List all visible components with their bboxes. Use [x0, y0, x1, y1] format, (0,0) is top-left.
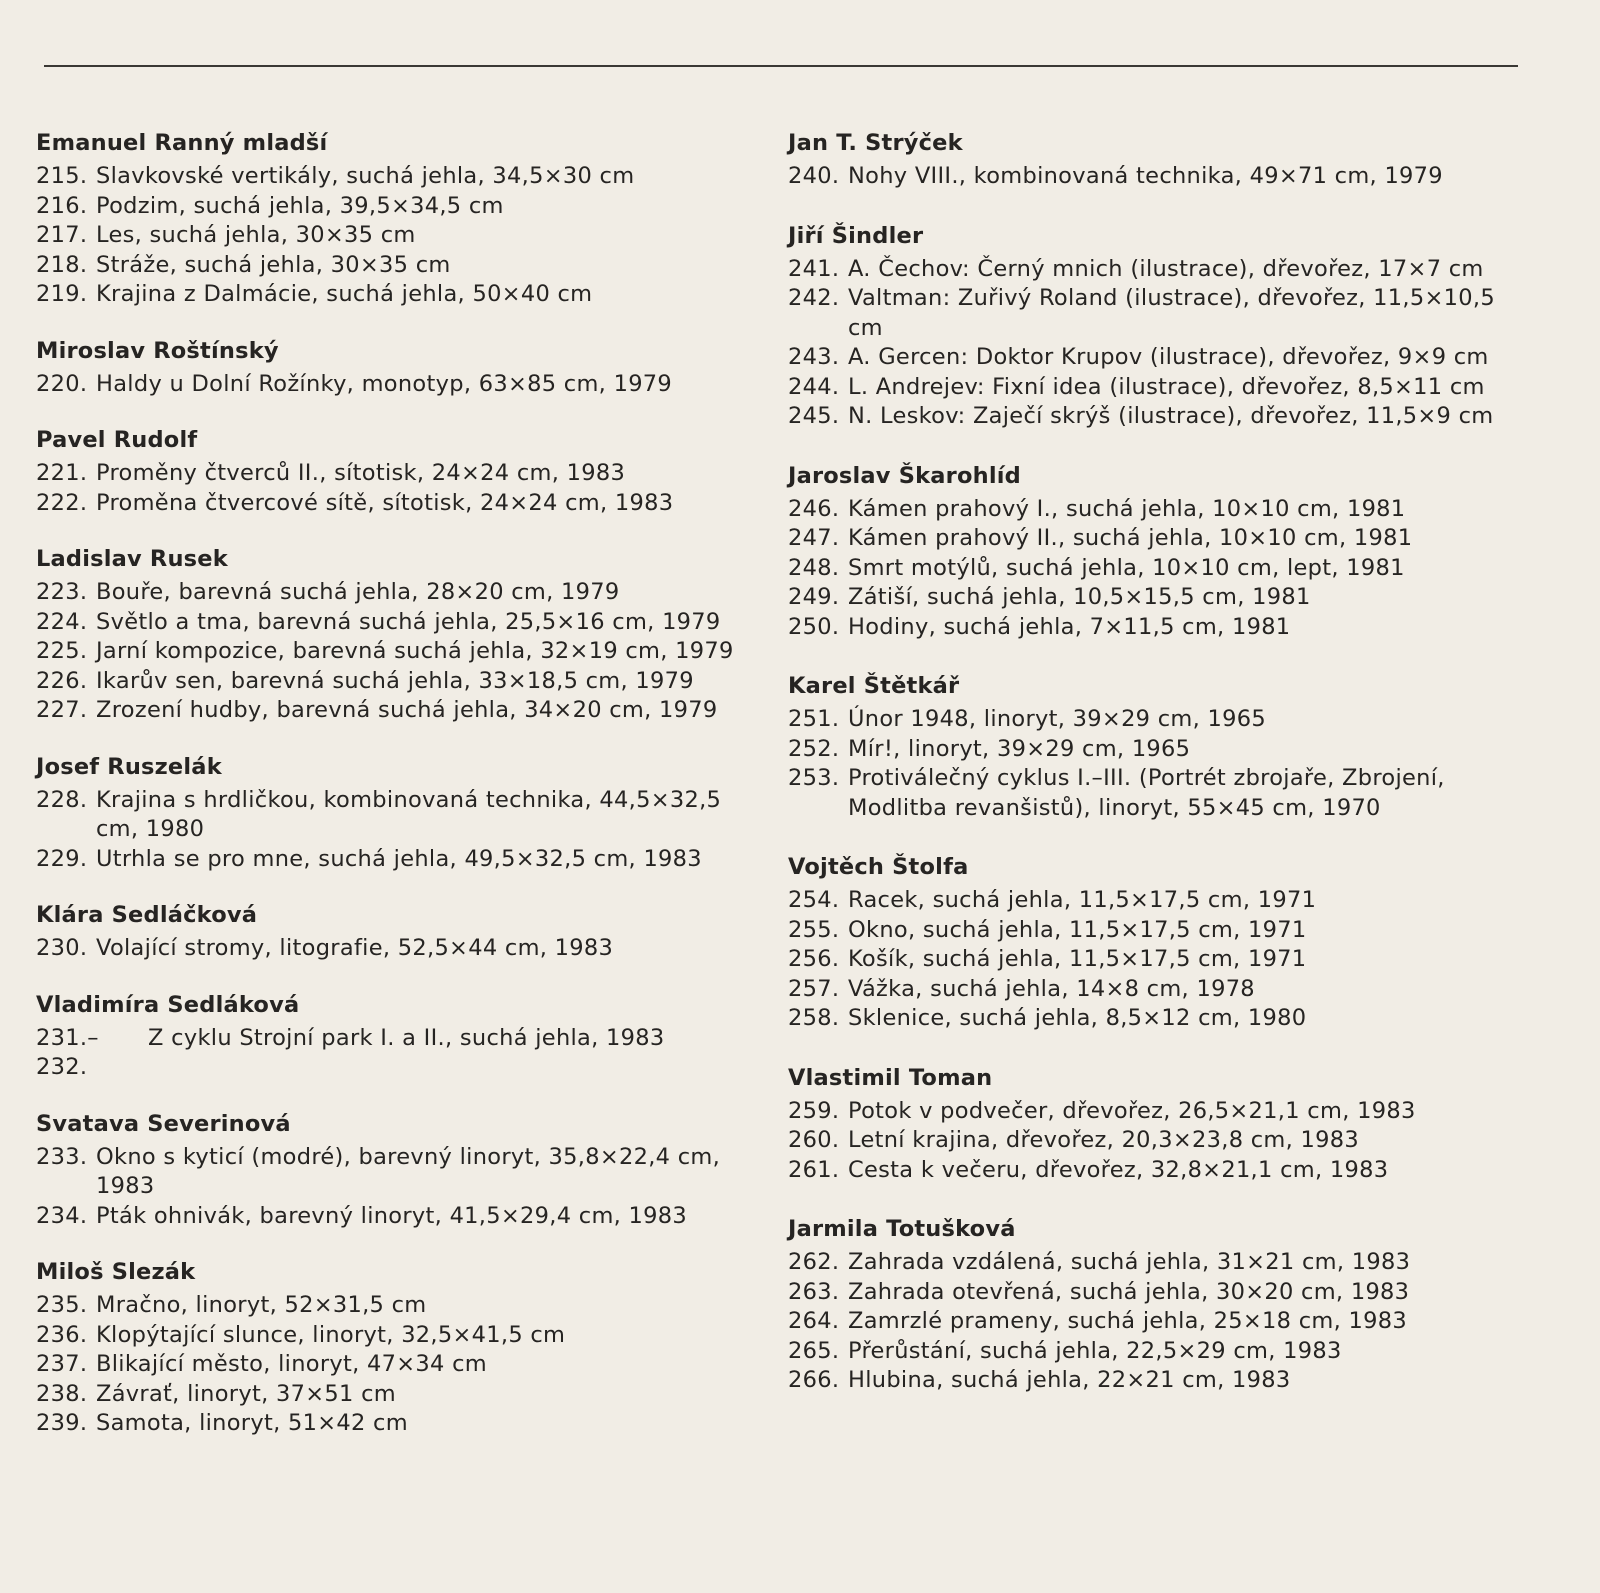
entry-description: Mračno, linoryt, 52×31,5 cm [96, 1292, 427, 1318]
catalogue-entry [788, 975, 1528, 1005]
catalogue-entry [788, 1337, 1528, 1367]
catalogue-entry [788, 1126, 1528, 1156]
catalogue-entry [36, 578, 756, 608]
artist-section [788, 461, 1528, 643]
catalogue-entry [36, 696, 756, 726]
artist-section [36, 752, 756, 875]
catalogue-entry [36, 786, 756, 845]
entry-description: Racek, suchá jehla, 11,5×17,5 cm, 1971 [848, 887, 1317, 913]
catalogue-entry [36, 251, 756, 281]
catalogue-entry [788, 735, 1528, 765]
artist-section [36, 1257, 756, 1439]
entry-description: Závrať, linoryt, 37×51 cm [96, 1380, 396, 1407]
entry-number: 257. [788, 975, 840, 1002]
catalogue-entry [36, 370, 756, 400]
artist-section [788, 1214, 1528, 1396]
section-gap [36, 1083, 756, 1109]
catalogue-entry [788, 1097, 1528, 1127]
catalogue-entry [788, 343, 1528, 373]
artist-section [36, 900, 756, 964]
entry-description: Okno, suchá jehla, 11,5×17,5 cm, 1971 [848, 916, 1307, 943]
entry-description: Letní krajina, dřevořez, 20,3×23,8 cm, 1983 [848, 1127, 1360, 1153]
entry-description: L. Andrejev: Fixní idea (ilustrace), dřevořez, 8,5×11 cm [848, 373, 1485, 400]
entry-description: Kámen prahový I., suchá jehla, 10×10 cm, 1981 [848, 495, 1406, 522]
entry-description: Jarní kompozice, barevná suchá jehla, 32×19 cm, 1979 [96, 638, 734, 664]
entry-description: Smrt motýlů, suchá jehla, 10×10 cm, lept, 1981 [848, 554, 1405, 581]
entry-number: 253. [788, 765, 840, 791]
artist-section [788, 852, 1528, 1034]
entry-number: 266. [788, 1367, 840, 1393]
entry-description: Podzim, suchá jehla, 39,5×34,5 cm [96, 192, 504, 219]
catalogue-entry [788, 255, 1528, 285]
entry-number: 229. [36, 845, 88, 872]
artist-name: Josef Ruszelák [36, 753, 222, 780]
entry-description: Proměny čtverců II., sítotisk, 24×24 cm, 1983 [96, 460, 626, 486]
section-gap [36, 310, 756, 336]
catalogue-entry [788, 495, 1528, 525]
catalogue-entry [788, 705, 1528, 735]
entry-description: Kámen prahový II., suchá jehla, 10×10 cm, 1981 [848, 525, 1413, 551]
entry-description: Volající stromy, litografie, 52,5×44 cm, 1983 [96, 935, 614, 961]
section-gap [788, 1034, 1528, 1063]
artist-section [36, 128, 756, 310]
catalogue-entry [36, 1380, 756, 1410]
entry-number: 244. [788, 373, 840, 400]
artist-name: Jarmila Totušková [788, 1216, 1016, 1242]
entry-description: Blikající město, linoryt, 47×34 cm [96, 1351, 487, 1377]
catalogue-entry [788, 1278, 1528, 1308]
artist-section [788, 128, 1528, 192]
artist-section [36, 336, 756, 400]
entry-number: 223. [36, 579, 88, 605]
section-gap [788, 642, 1528, 671]
entry-number: 261. [788, 1156, 840, 1183]
catalogue-entry [36, 1321, 756, 1351]
entry-description: Protiválečný cyklus I.–III. (Portrét zbrojaře, Zbrojení, Modlitba revanšistů), linoryt, 55×45 cm, 1970 [848, 765, 1445, 821]
entry-number: 225. [36, 638, 88, 664]
artist-name: Jaroslav Škarohlíd [788, 462, 1021, 489]
entry-description: Haldy u Dolní Rožínky, monotyp, 63×85 cm, 1979 [96, 370, 673, 397]
section-gap [36, 874, 756, 900]
entry-description: Hlubina, suchá jehla, 22×21 cm, 1983 [848, 1367, 1291, 1393]
entry-number: 249. [788, 584, 840, 610]
catalogue-entry [36, 608, 756, 638]
entry-number: 240. [788, 163, 840, 189]
entry-description: Vážka, suchá jehla, 14×8 cm, 1978 [848, 975, 1255, 1002]
catalogue-entry [788, 162, 1528, 192]
entry-number: 239. [36, 1410, 88, 1436]
catalogue-entry [36, 162, 756, 192]
entry-description: Pták ohnivák, barevný linoryt, 41,5×29,4 cm, 1983 [96, 1202, 688, 1229]
entry-number: 241. [788, 255, 840, 282]
artist-name: Svatava Severinová [36, 1110, 291, 1137]
entry-number: 230. [36, 935, 88, 961]
entry-description: N. Leskov: Zaječí skrýš (ilustrace), dřevořez, 11,5×9 cm [848, 403, 1494, 429]
artist-name: Emanuel Ranný mladší [36, 130, 328, 156]
artist-name: Miroslav Roštínský [36, 337, 279, 364]
artist-section [788, 671, 1528, 823]
entry-number: 255. [788, 916, 840, 943]
entry-number: 231.–232. [36, 1024, 99, 1080]
entry-number: 242. [788, 285, 840, 311]
catalogue-entry [36, 1291, 756, 1321]
entry-number: 258. [788, 1005, 840, 1031]
section-gap [788, 432, 1528, 461]
entry-number: 260. [788, 1127, 840, 1153]
entry-number: 226. [36, 667, 88, 694]
artist-name: Klára Sedláčková [36, 902, 258, 928]
artist-section [36, 425, 756, 518]
entry-description: Cesta k večeru, dřevořez, 32,8×21,1 cm, 1983 [848, 1156, 1389, 1183]
entry-description: Světlo a tma, barevná suchá jehla, 25,5×16 cm, 1979 [96, 608, 721, 635]
catalogue-entry [36, 1409, 756, 1439]
catalogue-entry [36, 637, 756, 667]
entry-description: Potok v podvečer, dřevořez, 26,5×21,1 cm, 1983 [848, 1097, 1416, 1124]
entry-description: Slavkovské vertikály, suchá jehla, 34,5×30 cm [96, 163, 635, 189]
entry-number: 222. [36, 489, 88, 516]
entry-number: 215. [36, 163, 88, 189]
catalogue-entry [36, 192, 756, 222]
entry-description: Nohy VIII., kombinovaná technika, 49×71 cm, 1979 [848, 163, 1443, 189]
catalogue-entry [788, 524, 1528, 554]
artist-name: Jiří Šindler [788, 222, 924, 249]
catalogue-entry [788, 1248, 1528, 1278]
entry-number: 220. [36, 370, 88, 397]
entry-number: 219. [36, 281, 88, 307]
entry-description: Samota, linoryt, 51×42 cm [96, 1410, 408, 1436]
catalogue-entry [36, 1143, 756, 1202]
catalogue-entry [36, 845, 756, 875]
entry-number: 216. [36, 192, 88, 219]
catalogue-entry [788, 613, 1528, 643]
entry-description: Bouře, barevná suchá jehla, 28×20 cm, 1979 [96, 579, 620, 605]
entry-number: 221. [36, 460, 88, 486]
section-gap [36, 726, 756, 752]
catalogue-entry [36, 489, 756, 519]
entry-description: Hodiny, suchá jehla, 7×11,5 cm, 1981 [848, 613, 1291, 640]
entry-description: Les, suchá jehla, 30×35 cm [96, 222, 416, 248]
entry-number: 236. [36, 1321, 88, 1348]
section-gap [788, 1185, 1528, 1214]
entry-description: Mír!, linoryt, 39×29 cm, 1965 [848, 735, 1191, 762]
entry-description: Z cyklu Strojní park I. a II., suchá jehla, 1983 [148, 1024, 665, 1051]
catalogue-entry [788, 916, 1528, 946]
section-gap [788, 192, 1528, 221]
catalogue-entry [36, 1202, 756, 1232]
catalogue-entry [788, 554, 1528, 584]
entry-number: 218. [36, 251, 88, 278]
entry-description: Sklenice, suchá jehla, 8,5×12 cm, 1980 [848, 1005, 1307, 1031]
artist-name: Vlastimil Toman [788, 1064, 993, 1091]
catalogue-entry [36, 459, 756, 489]
entry-number: 238. [36, 1380, 88, 1407]
entry-number: 247. [788, 525, 840, 551]
entry-number: 234. [36, 1202, 88, 1229]
entry-number: 250. [788, 613, 840, 640]
section-gap [788, 823, 1528, 852]
entry-number: 252. [788, 735, 840, 762]
entry-description: Stráže, suchá jehla, 30×35 cm [96, 251, 451, 278]
entry-description: Ikarův sen, barevná suchá jehla, 33×18,5 cm, 1979 [96, 667, 694, 694]
catalogue-entry [788, 583, 1528, 613]
entry-description: Zrození hudby, barevná suchá jehla, 34×20 cm, 1979 [96, 697, 718, 723]
entry-description: Košík, suchá jehla, 11,5×17,5 cm, 1971 [848, 946, 1307, 972]
entry-description: Zátiší, suchá jehla, 10,5×15,5 cm, 1981 [848, 584, 1311, 610]
catalogue-entry [36, 1024, 756, 1083]
entry-description: A. Čechov: Černý mnich (ilustrace), dřevořez, 17×7 cm [848, 255, 1484, 282]
artist-section [36, 1109, 756, 1232]
artist-name: Miloš Slezák [36, 1259, 196, 1285]
artist-name: Vladimíra Sedláková [36, 991, 300, 1018]
entry-description: Přerůstání, suchá jehla, 22,5×29 cm, 1983 [848, 1337, 1342, 1364]
entry-number: 227. [36, 697, 88, 723]
entry-description: Proměna čtvercové sítě, sítotisk, 24×24 cm, 1983 [96, 489, 674, 516]
artist-name: Pavel Rudolf [36, 427, 198, 453]
catalogue-entry [788, 284, 1528, 343]
catalogue-entry [788, 764, 1528, 823]
section-gap [36, 1231, 756, 1257]
catalogue-entry [788, 945, 1528, 975]
artist-name: Karel Štětkář [788, 673, 960, 699]
right-column [788, 128, 1528, 1396]
artist-section [788, 221, 1528, 432]
catalogue-entry [788, 1156, 1528, 1186]
entry-description: Zahrada vzdálená, suchá jehla, 31×21 cm, 1983 [848, 1249, 1411, 1275]
entry-number: 264. [788, 1308, 840, 1334]
entry-number: 237. [36, 1351, 88, 1377]
entry-description: Krajina s hrdličkou, kombinovaná technika, 44,5×32,5 cm, 1980 [96, 786, 722, 842]
entry-number: 217. [36, 222, 88, 248]
catalogue-entry [788, 373, 1528, 403]
artist-name: Ladislav Rusek [36, 546, 228, 572]
entry-description: Klopýtající slunce, linoryt, 32,5×41,5 cm [96, 1321, 566, 1348]
left-column [36, 128, 756, 1439]
entry-description: Krajina z Dalmácie, suchá jehla, 50×40 cm [96, 281, 593, 307]
entry-number: 262. [788, 1249, 840, 1275]
entry-number: 245. [788, 403, 840, 429]
entry-description: Valtman: Zuřivý Roland (ilustrace), dřevořez, 11,5×10,5 cm [848, 285, 1495, 341]
entry-number: 233. [36, 1143, 88, 1170]
entry-number: 256. [788, 946, 840, 972]
catalogue-entry [788, 1307, 1528, 1337]
artist-section [36, 544, 756, 726]
entry-description: Zahrada otevřená, suchá jehla, 30×20 cm, 1983 [848, 1278, 1410, 1305]
entry-number: 254. [788, 887, 840, 913]
catalogue-entry [36, 1350, 756, 1380]
entry-number: 246. [788, 495, 840, 522]
entry-number: 263. [788, 1278, 840, 1305]
entry-description: Zamrzlé prameny, suchá jehla, 25×18 cm, 1983 [848, 1308, 1407, 1334]
section-gap [36, 399, 756, 425]
entry-description: Únor 1948, linoryt, 39×29 cm, 1965 [848, 706, 1267, 732]
entry-number: 228. [36, 786, 88, 813]
catalogue-entry [788, 886, 1528, 916]
catalogue-entry [36, 934, 756, 964]
entry-description: Okno s kyticí (modré), barevný linoryt, 35,8×22,4 cm, 1983 [96, 1143, 721, 1199]
catalogue-entry [36, 221, 756, 251]
section-gap [36, 518, 756, 544]
entry-number: 224. [36, 608, 88, 635]
section-gap [36, 964, 756, 990]
entry-number: 259. [788, 1097, 840, 1124]
entry-number: 265. [788, 1337, 840, 1364]
catalogue-entry [788, 1366, 1528, 1396]
artist-name: Vojtěch Štolfa [788, 854, 969, 880]
entry-description: Utrhla se pro mne, suchá jehla, 49,5×32,5 cm, 1983 [96, 845, 702, 872]
entry-number: 235. [36, 1292, 88, 1318]
top-rule [44, 65, 1518, 67]
entry-number: 243. [788, 344, 840, 370]
artist-section [36, 990, 756, 1083]
entry-description: A. Gercen: Doktor Krupov (ilustrace), dřevořez, 9×9 cm [848, 344, 1489, 370]
entry-number: 251. [788, 706, 840, 732]
catalogue-entry [36, 667, 756, 697]
artist-name: Jan T. Strýček [788, 130, 963, 156]
catalogue-entry [36, 280, 756, 310]
catalogue-entry [788, 402, 1528, 432]
entry-number: 248. [788, 554, 840, 581]
catalogue-entry [788, 1004, 1528, 1034]
artist-section [788, 1063, 1528, 1186]
